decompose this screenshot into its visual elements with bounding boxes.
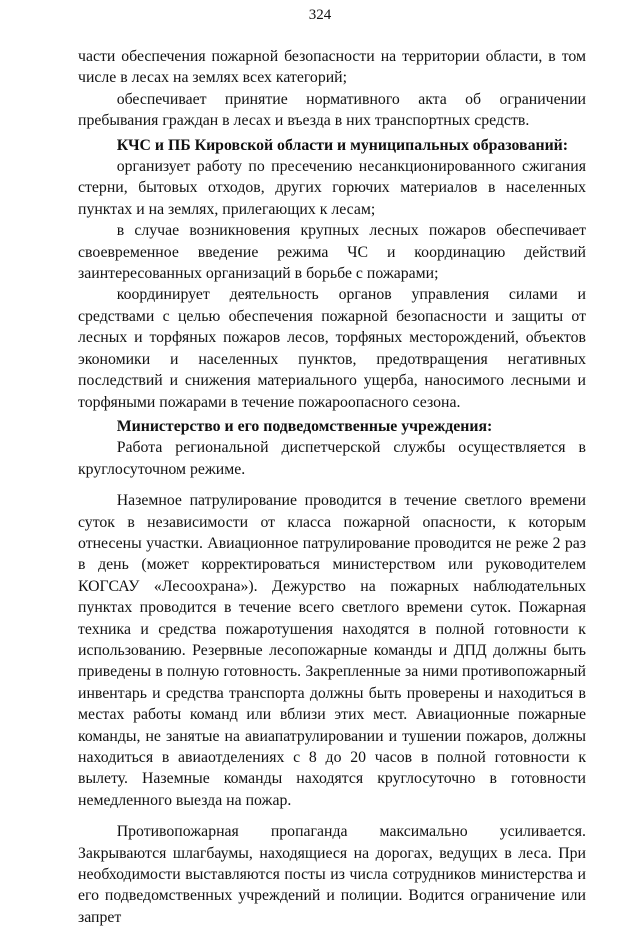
paragraph-normative-act: обеспечивает принятие нормативного акта об ограничении пребывания граждан в лесах и въезда в них транспортных средств. — [78, 90, 586, 130]
paragraph-dispatch-service: Работа региональной диспетчерской службы осуществляется в круглосуточном режиме. — [78, 439, 586, 478]
document-body — [78, 46, 586, 928]
paragraph-fire-safety-continuation: части обеспечения пожарной безопасности на территории области, в том числе в лесах на землях всех категорий; — [78, 48, 586, 87]
section-heading-ministry: Министерство и его подведомственные учреждения: — [116, 417, 493, 435]
paragraph-fire-propaganda: Противопожарная пропаганда максимально усиливается. Закрываются шлагбаумы, находящиеся на дорогах, ведущих в леса. При необходимости выставляются посты из числа сотрудников министерства и его подведомственных учреждений и полиции. Водится ограничение или запрет — [78, 823, 586, 926]
paragraph-emergency-regime: в случае возникновения крупных лесных пожаров обеспечивает своевременное введение режима ЧС и координацию действий заинтересованных организаций в борьбе с пожарами; — [78, 222, 586, 283]
paragraph-coordination: координирует деятельность органов управления силами и средствами с целью обеспечения пожарной безопасности и защиты от лесных и торфяных пожаров лесов, торфяных месторождений, объектов экономики и населенных пунктов, предотвращения негативных последствий и снижения материального ущерба, наносимого лесными и торфяными пожарами в течение пожароопасного сезона. — [78, 286, 586, 411]
section-heading-kchs: КЧС и ПБ Кировской области и муниципальных образований: — [116, 136, 569, 154]
paragraph-patrolling: Наземное патрулирование проводится в течение светлого времени суток в независимости от класса пожарной опасности, к которым отнесены участки. Авиационное патрулирование проводится не реже 2 раз в день (может корректироваться министерством или руководителем КОГСАУ «Лесоохрана»). Дежурство на пожарных наблюдательных пунктах проводится в течение всего светлого времени суток. Пожарная техника и средства пожаротушения находятся в полной готовности к использованию. Резервные лесопожарные команды и ДПД должны быть приведены в полную готовность. Закрепленные за ними противопожарный инвентарь и средства транспорта должны быть проверены и находиться в местах работы команд или вблизи этих мест. Авиационные пожарные команды, не занятые на авиапатрулировании и тушении пожаров, должны находиться в авиаотделениях с 8 до 20 часов в полной готовности к вылету. Наземные команды находятся круглосуточно в готовности немедленного выезда на пожар. — [78, 492, 586, 809]
page-number: 324 — [308, 7, 332, 23]
paragraph-stubble-burning: организует работу по пресечению несанкционированного сжигания стерни, бытовых отходов, других горючих материалов в населенных пунктах и на землях, прилегающих к лесам; — [78, 158, 586, 218]
